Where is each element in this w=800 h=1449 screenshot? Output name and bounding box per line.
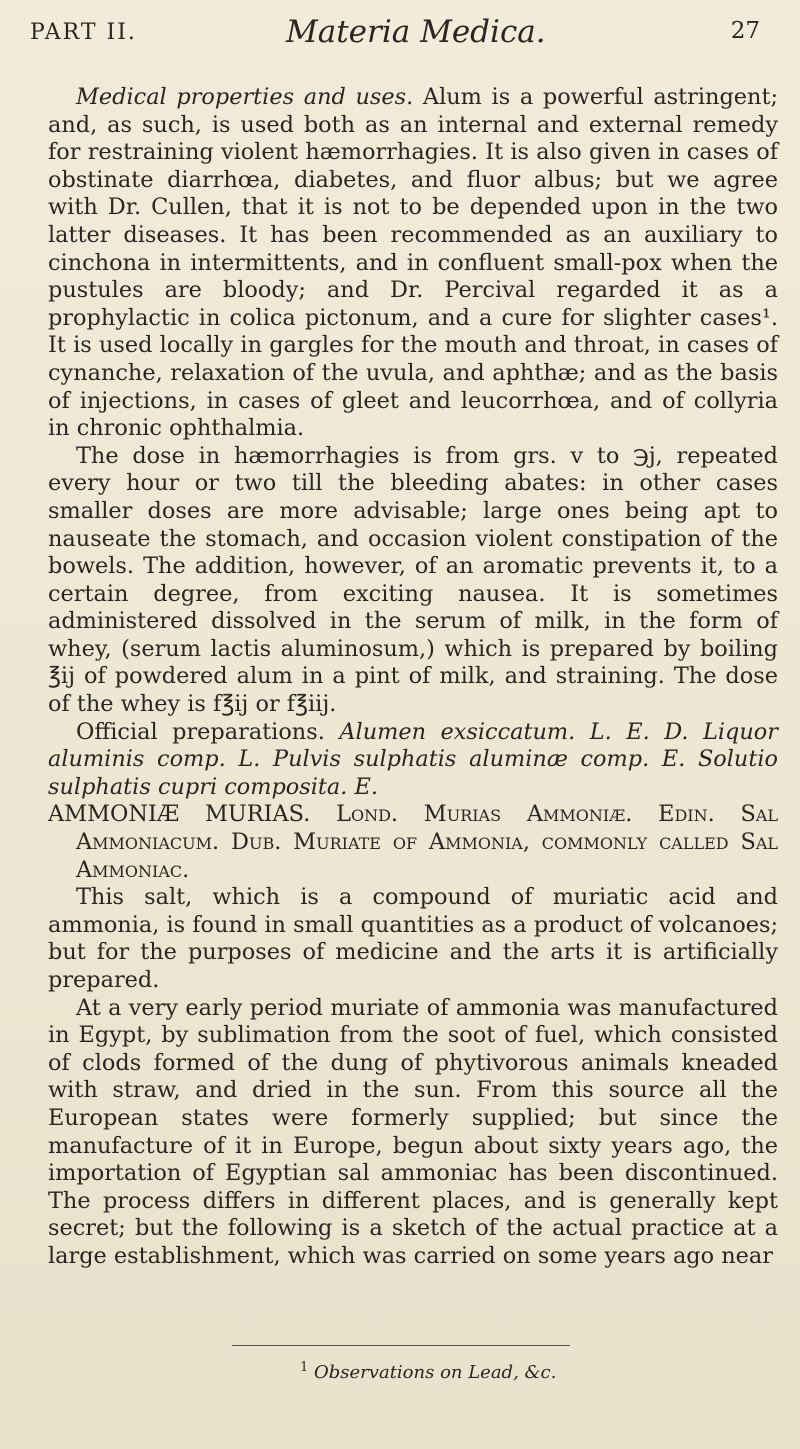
body-text [48, 84, 778, 1271]
paragraph-text: This salt, which is a compound of muriatic acid and ammonia, is found in small quantities as a product of volcanoes; but for the purposes of medicine and the arts it is artificially prepared. [48, 884, 778, 993]
paragraph-salt-description [48, 884, 778, 994]
footnote-mark: 1 [300, 1360, 309, 1375]
paragraph-medical-properties [48, 84, 778, 443]
paragraph-dose [48, 443, 778, 719]
paragraph-history [48, 995, 778, 1271]
paragraph-official-preparations [48, 719, 778, 802]
running-title: Materia Medica. [286, 14, 546, 50]
side-heading: Medical properties and uses. [76, 84, 414, 110]
paragraph-text: At a very early period muriate of ammonia was manufactured in Egypt, by sublimation from the soot of fuel, which consisted of clods formed of the dung of phytivorous animals kneaded with straw, and dried in the sun. From this source all the European states were formerly supplied; but since the manufacture of it in Europe, begun about sixty years ago, the importation of Egyptian sal ammoniac has been discontinued. The process differs in different places, and is generally kept secret; but the following is a sketch of the actual practice at a large establishment, which was carried on some years ago near [48, 994, 778, 1269]
paragraph-text: Lond. Murias Ammoniæ. Edin. Sal Ammoniacum. Dub. Muriate of Ammonia, commonly called Sal Ammoniac. [76, 801, 778, 883]
footnote-rule [232, 1345, 570, 1346]
page-number: 27 [730, 18, 760, 44]
page-header [30, 14, 790, 60]
footnote-text: Observations on Lead, &c. [314, 1362, 557, 1383]
entry-heading: AMMONIÆ MURIAS. [48, 801, 311, 828]
footnote [300, 1360, 556, 1383]
part-label: PART II. [30, 20, 137, 45]
paragraph-text: Alum is a powerful astringent; and, as such, is used both as an internal and external remedy for restraining violent hæmorrhagies. It is also given in cases of obstinate diarrhœa, diabetes, and fluor albus; but we agree with Dr. Cullen, that it is not to be depended upon in the two latter diseases. It has been recommended as an auxiliary to cinchona in intermittents, and in confluent small-pox when the pustules are bloody; and Dr. Percival regarded it as a prophylactic in colica pictonum, and a cure for slighter cases¹. It is used locally in gargles for the mouth and throat, in cases of cynanche, relaxation of the uvula, and aphthæ; and as the basis of injections, in cases of gleet and leucorrhœa, and of collyria in chronic ophthalmia. [48, 84, 778, 442]
side-heading: Official preparations. [76, 718, 325, 745]
paragraph-text: The dose in hæmorrhagies is from grs. v to ℈j, repeated every hour or two till the bleeding abates: in other cases smaller doses are more advisable; large ones being apt to nauseate the stomach, and occasion violent constipation of the bowels. The addition, however, of an aromatic prevents it, to a certain degree, from exciting nausea. It is sometimes administered dissolved in the serum of milk, in the form of whey, (serum lactis aluminosum,) which is prepared by boiling ℥ij of powdered alum in a pint of milk, and straining. The dose of the whey is f℥ij or f℥iij. [48, 442, 778, 718]
paragraph-ammoniae-murias [48, 801, 778, 884]
paragraph-text: Alumen exsiccatum. L. E. D. Liquor aluminis comp. L. Pulvis sulphatis aluminæ comp. E. Solutio sulphatis cupri composita. E. [48, 718, 778, 800]
